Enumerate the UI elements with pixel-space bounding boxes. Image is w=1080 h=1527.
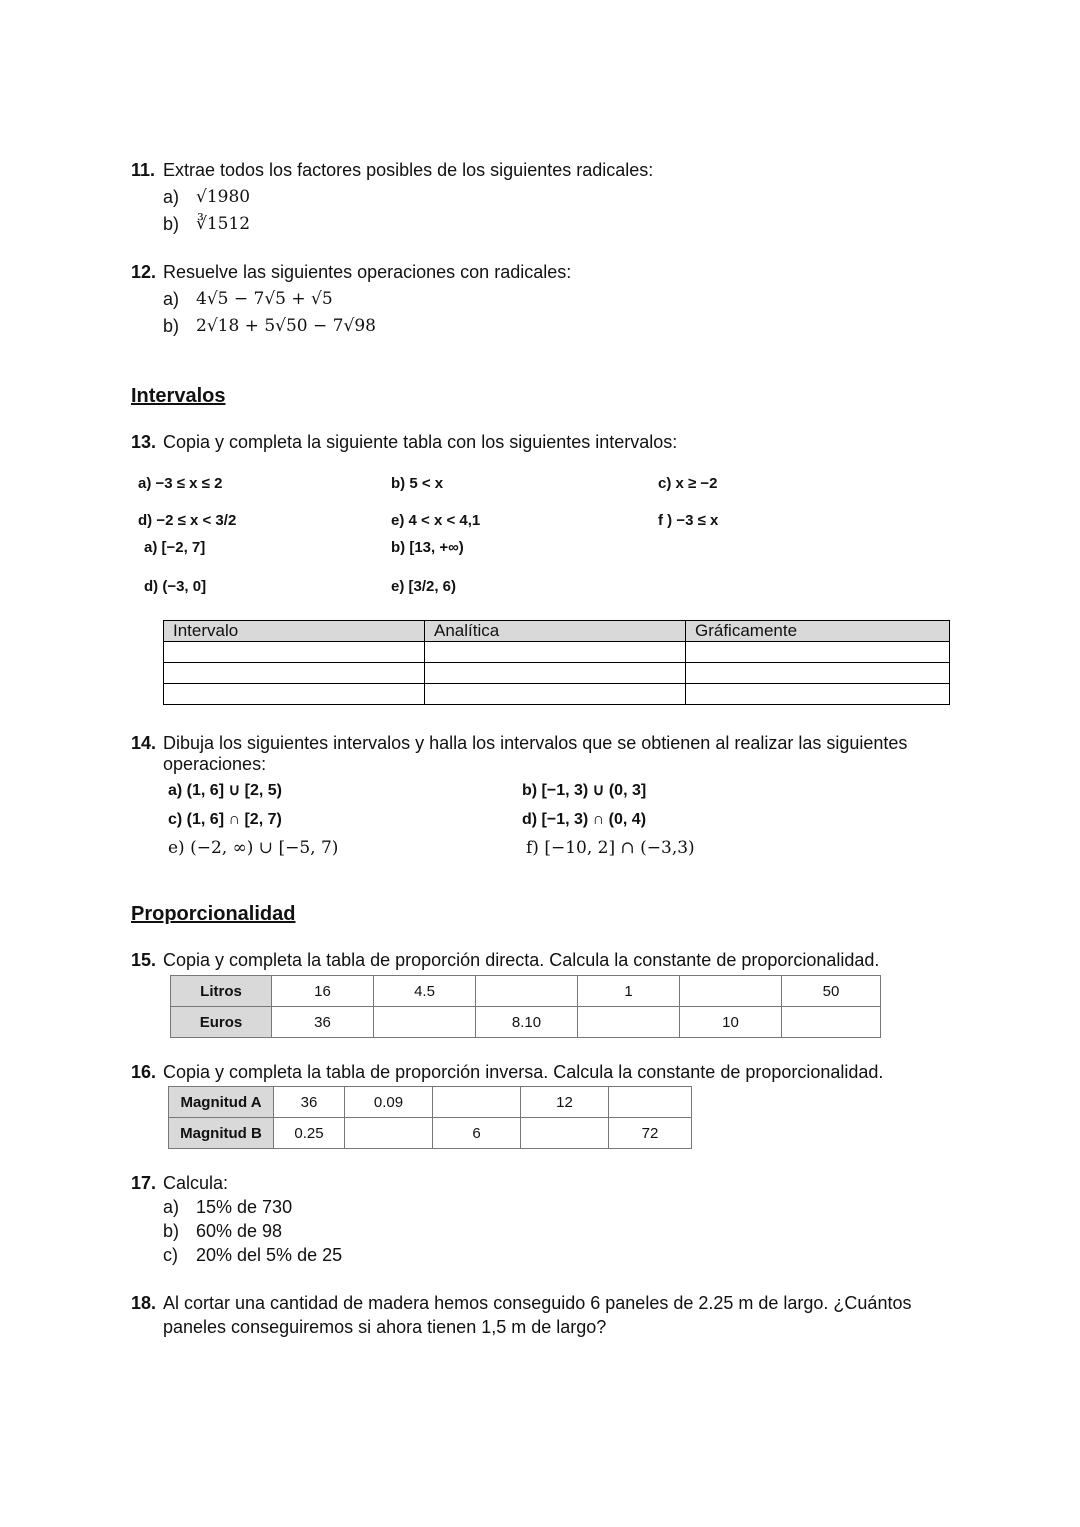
q11-a-label: a)	[163, 187, 180, 207]
table-cell	[433, 1087, 521, 1118]
table-cell	[680, 976, 782, 1007]
table-cell	[374, 1007, 476, 1038]
q15-text: Copia y completa la tabla de proporción directa. Calcula la constante de proporcionalidad.	[163, 950, 880, 970]
q13-item: a) −3 ≤ x ≤ 2	[138, 475, 223, 492]
table-row	[164, 663, 950, 684]
q16-number: 16.	[131, 1062, 157, 1082]
q14-item: e) (−2, ∞) ∪ [−5, 7)	[168, 838, 339, 858]
q12-b-label: b)	[163, 316, 180, 336]
table-header-analitica: Analítica	[425, 621, 686, 642]
table-row	[171, 1007, 881, 1038]
table-cell: 12	[521, 1087, 609, 1118]
q18-text-line1: Al cortar una cantidad de madera hemos conseguido 6 paneles de 2.25 m de largo. ¿Cuántos	[163, 1293, 912, 1313]
q13-item: c) x ≥ −2	[658, 475, 718, 492]
q13-item: b) [13, +∞)	[391, 539, 464, 556]
q14-text-line2: operaciones:	[163, 754, 267, 774]
q17-c-text: 20% del 5% de 25	[196, 1245, 343, 1265]
q14-item: a) (1, 6] ∪ [2, 5)	[168, 782, 282, 799]
table-cell	[521, 1118, 609, 1149]
q13-number: 13.	[131, 432, 157, 452]
row-label-euros: Euros	[171, 1007, 272, 1038]
table-row	[169, 1087, 692, 1118]
q14-item: c) (1, 6] ∩ [2, 7)	[168, 811, 282, 828]
table-row	[164, 642, 950, 663]
table-row	[171, 976, 881, 1007]
table-cell: 72	[609, 1118, 692, 1149]
q13-item: b) 5 < x	[391, 475, 444, 492]
q11-a-expr: √1980	[196, 187, 251, 207]
interval-table	[163, 620, 950, 705]
table-cell	[609, 1087, 692, 1118]
q13-item: d) (−3, 0]	[144, 578, 207, 595]
table-cell	[782, 1007, 881, 1038]
q11-text: Extrae todos los factores posibles de los siguientes radicales:	[163, 160, 654, 180]
table-cell: 1	[578, 976, 680, 1007]
q15-number: 15.	[131, 950, 157, 970]
q17-c-label: c)	[163, 1245, 178, 1265]
q17-a-label: a)	[163, 1197, 180, 1217]
section-heading-proporcionalidad: Proporcionalidad	[131, 903, 296, 925]
q12-text: Resuelve las siguientes operaciones con radicales:	[163, 262, 572, 282]
table-row	[164, 684, 950, 705]
q12-a-label: a)	[163, 289, 180, 309]
table-cell: 36	[272, 1007, 374, 1038]
q11-b-expr: ∛1512	[196, 214, 251, 234]
q13-item: a) [−2, 7]	[144, 539, 206, 556]
q11-number: 11.	[131, 160, 156, 180]
table-row	[169, 1118, 692, 1149]
q13-item: e) 4 < x < 4,1	[391, 512, 481, 529]
q17-b-label: b)	[163, 1221, 180, 1241]
q13-item: e) [3/2, 6)	[391, 578, 457, 595]
row-label-magnitud-b: Magnitud B	[169, 1118, 274, 1149]
table-cell: 4.5	[374, 976, 476, 1007]
q14-item: b) [−1, 3) ∪ (0, 3]	[522, 782, 647, 799]
row-label-magnitud-a: Magnitud A	[169, 1087, 274, 1118]
row-label-litros: Litros	[171, 976, 272, 1007]
q18-number: 18.	[131, 1293, 157, 1313]
q13-item: d) −2 ≤ x < 3/2	[138, 512, 237, 529]
q13-text: Copia y completa la siguiente tabla con los siguientes intervalos:	[163, 432, 678, 452]
table-cell: 0.25	[274, 1118, 345, 1149]
q14-item: d) [−1, 3) ∩ (0, 4)	[522, 811, 647, 828]
q14-number: 14.	[131, 733, 157, 753]
table-cell	[476, 976, 578, 1007]
table-cell: 0.09	[345, 1087, 433, 1118]
q14-item: f) [−10, 2] ∩ (−3,3)	[526, 838, 695, 858]
q17-b-text: 60% de 98	[196, 1221, 283, 1241]
q11-b-label: b)	[163, 214, 180, 234]
q17-number: 17.	[131, 1173, 157, 1193]
table-cell: 8.10	[476, 1007, 578, 1038]
table-cell: 6	[433, 1118, 521, 1149]
table-header-graficamente: Gráficamente	[686, 621, 950, 642]
direct-proportion-table	[170, 975, 881, 1038]
q18-text-line2: paneles conseguiremos si ahora tienen 1,5 m de largo?	[163, 1317, 607, 1337]
table-cell: 10	[680, 1007, 782, 1038]
table-cell: 50	[782, 976, 881, 1007]
q17-a-text: 15% de 730	[196, 1197, 293, 1217]
q13-item: f ) −3 ≤ x	[658, 512, 719, 529]
section-heading-intervalos: Intervalos	[131, 385, 226, 407]
table-cell	[345, 1118, 433, 1149]
q17-text: Calcula:	[163, 1173, 229, 1193]
inverse-proportion-table	[168, 1086, 692, 1149]
q16-text: Copia y completa la tabla de proporción inversa. Calcula la constante de proporcionalidad.	[163, 1062, 884, 1082]
q12-a-expr: 4√5 − 7√5 + √5	[196, 289, 333, 309]
table-cell: 36	[274, 1087, 345, 1118]
q12-b-expr: 2√18 + 5√50 − 7√98	[196, 316, 376, 336]
q12-number: 12.	[131, 262, 157, 282]
table-header-intervalo: Intervalo	[164, 621, 425, 642]
q14-text-line1: Dibuja los siguientes intervalos y halla los intervalos que se obtienen al realizar las siguientes	[163, 733, 908, 753]
table-cell: 16	[272, 976, 374, 1007]
table-cell	[578, 1007, 680, 1038]
